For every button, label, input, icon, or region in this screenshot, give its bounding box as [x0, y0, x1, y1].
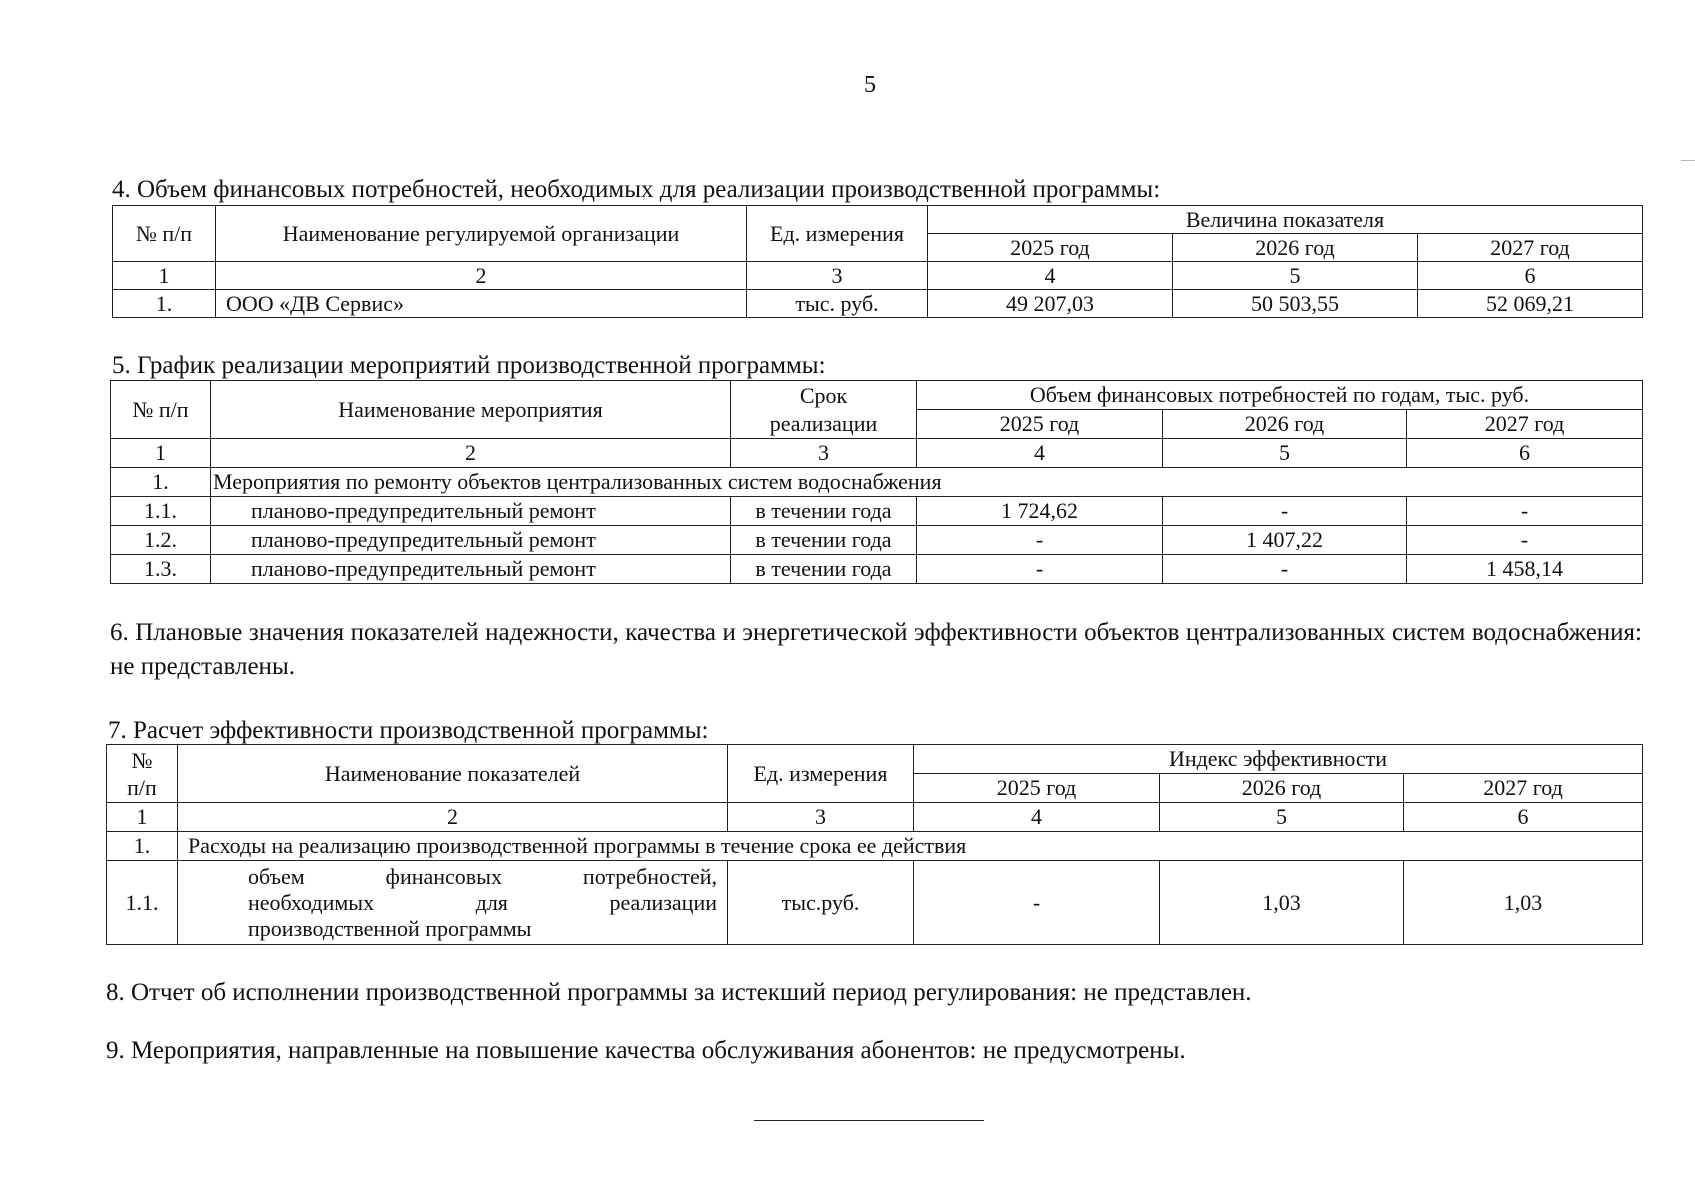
s5-row-2027: 1 458,14: [1407, 555, 1643, 584]
s7-row-num: 1.1.: [107, 861, 178, 945]
s7-colnum: 5: [1160, 803, 1404, 832]
s5-row-2025: -: [917, 526, 1163, 555]
s4-header-num: № п/п: [113, 206, 216, 262]
s5-colnum: 5: [1163, 439, 1407, 468]
s7-header-unit: Ед. измерения: [728, 745, 914, 803]
s7-colnum: 3: [728, 803, 914, 832]
s5-row-2026: 1 407,22: [1163, 526, 1407, 555]
s7-header-num: [107, 745, 178, 803]
s4-row-2026: 50 503,55: [1173, 290, 1418, 318]
s7-row-unit: тыс.руб.: [728, 861, 914, 945]
s4-row-num: 1.: [113, 290, 216, 318]
s7-header-num-line1: №: [131, 747, 153, 773]
s5-colnum: 2: [211, 439, 731, 468]
s4-col-numbers-row: [113, 262, 1643, 290]
s4-header-2026: 2026 год: [1173, 234, 1418, 262]
s7-row-name: [178, 861, 728, 945]
section9-text: 9. Мероприятия, направленные на повышение качества обслуживания абонентов: не предусмотрены.: [106, 1037, 1186, 1064]
s5-header-2027: 2027 год: [1407, 410, 1643, 439]
s7-header-group: Индекс эффективности: [914, 745, 1643, 774]
s4-colnum: 6: [1418, 262, 1643, 290]
s4-row-2027: 52 069,21: [1418, 290, 1643, 318]
s4-colnum: 2: [216, 262, 747, 290]
s4-row-2025: 49 207,03: [928, 290, 1173, 318]
s5-row-term: в течении года: [731, 497, 917, 526]
s5-header-term-line2: реализации: [769, 410, 878, 436]
s7-row-name-line3: производственной программы: [248, 915, 532, 941]
s7-group-num: 1.: [107, 832, 178, 861]
section6-text: 6. Плановые значения показателей надежности, качества и энергетической эффективности объектов централизованных систем водоснабжения: не представлены.: [110, 619, 1642, 680]
s5-colnum: 1: [111, 439, 211, 468]
s7-header-name: Наименование показателей: [178, 745, 728, 803]
s7-row-2027: 1,03: [1404, 861, 1643, 945]
s7-row-2026: 1,03: [1160, 861, 1404, 945]
s5-header-term: [731, 381, 917, 439]
page-number: 5: [864, 72, 876, 98]
s5-colnum: 3: [731, 439, 917, 468]
s7-row-name-line2: необходимых для реализации: [248, 889, 717, 915]
s5-row-num: 1.1.: [111, 497, 211, 526]
section5-heading: 5. График реализации мероприятий производственной программы:: [112, 352, 826, 379]
s5-col-numbers-row: [111, 439, 1643, 468]
closing-line: [754, 1120, 984, 1121]
section4-table: [112, 205, 1643, 318]
s4-header-group: Величина показателя: [928, 206, 1643, 234]
table-row: [111, 468, 1643, 497]
s5-header-name: Наименование мероприятия: [211, 381, 731, 439]
s5-header-2026: 2026 год: [1163, 410, 1407, 439]
s7-group-name: Расходы на реализацию производственной программы в течение срока ее действия: [178, 832, 1643, 861]
s7-header-2026: 2026 год: [1160, 774, 1404, 803]
s5-row-name: планово-предупредительный ремонт: [211, 497, 731, 526]
s7-row-name-line1: объем финансовых потребностей,: [248, 863, 717, 889]
s4-colnum: 3: [747, 262, 928, 290]
section8-text: 8. Отчет об исполнении производственной программы за истекший период регулирования: не представлен.: [106, 979, 1252, 1006]
s4-row-unit: тыс. руб.: [747, 290, 928, 318]
table-row: [111, 526, 1643, 555]
s5-row-name: планово-предупредительный ремонт: [211, 555, 731, 584]
s7-colnum: 4: [914, 803, 1160, 832]
s5-row-2027: -: [1407, 526, 1643, 555]
s7-row-2025: -: [914, 861, 1160, 945]
s5-colnum: 4: [917, 439, 1163, 468]
s5-group-name: Мероприятия по ремонту объектов централизованных систем водоснабжения: [211, 468, 1643, 497]
s5-row-2026: -: [1163, 497, 1407, 526]
table-row: [113, 290, 1643, 318]
section7-table: [106, 744, 1643, 945]
s4-colnum: 4: [928, 262, 1173, 290]
s7-colnum: 1: [107, 803, 178, 832]
s5-colnum: 6: [1407, 439, 1643, 468]
s7-col-numbers-row: [107, 803, 1643, 832]
s4-colnum: 1: [113, 262, 216, 290]
s5-row-2025: -: [917, 555, 1163, 584]
s5-row-2025: 1 724,62: [917, 497, 1163, 526]
table-row: [107, 861, 1643, 945]
s4-header-2025: 2025 год: [928, 234, 1173, 262]
s4-row-name: ООО «ДВ Сервис»: [216, 290, 747, 318]
section5-table: [110, 380, 1643, 584]
table-row: [111, 497, 1643, 526]
table-row: [107, 832, 1643, 861]
s5-row-num: 1.2.: [111, 526, 211, 555]
section4-heading: 4. Объем финансовых потребностей, необходимых для реализации производственной программы:: [112, 176, 1161, 203]
table-row: [111, 555, 1643, 584]
edge-mark: [1681, 160, 1695, 161]
s7-colnum: 6: [1404, 803, 1643, 832]
s7-header-2025: 2025 год: [914, 774, 1160, 803]
s5-group-num: 1.: [111, 468, 211, 497]
s4-colnum: 5: [1173, 262, 1418, 290]
s5-header-2025: 2025 год: [917, 410, 1163, 439]
s5-header-group: Объем финансовых потребностей по годам, тыс. руб.: [917, 381, 1643, 410]
s5-row-2027: -: [1407, 497, 1643, 526]
s4-header-name: Наименование регулируемой организации: [216, 206, 747, 262]
s5-row-term: в течении года: [731, 555, 917, 584]
s7-header-2027: 2027 год: [1404, 774, 1643, 803]
s7-header-num-line2: п/п: [127, 774, 157, 800]
s5-header-num: № п/п: [111, 381, 211, 439]
section7-heading: 7. Расчет эффективности производственной программы:: [108, 717, 709, 744]
s5-row-name: планово-предупредительный ремонт: [211, 526, 731, 555]
s5-header-term-line1: Срок: [799, 382, 848, 408]
s7-colnum: 2: [178, 803, 728, 832]
s5-row-2026: -: [1163, 555, 1407, 584]
s5-row-num: 1.3.: [111, 555, 211, 584]
s4-header-2027: 2027 год: [1418, 234, 1643, 262]
s4-header-unit: Ед. измерения: [747, 206, 928, 262]
s5-row-term: в течении года: [731, 526, 917, 555]
